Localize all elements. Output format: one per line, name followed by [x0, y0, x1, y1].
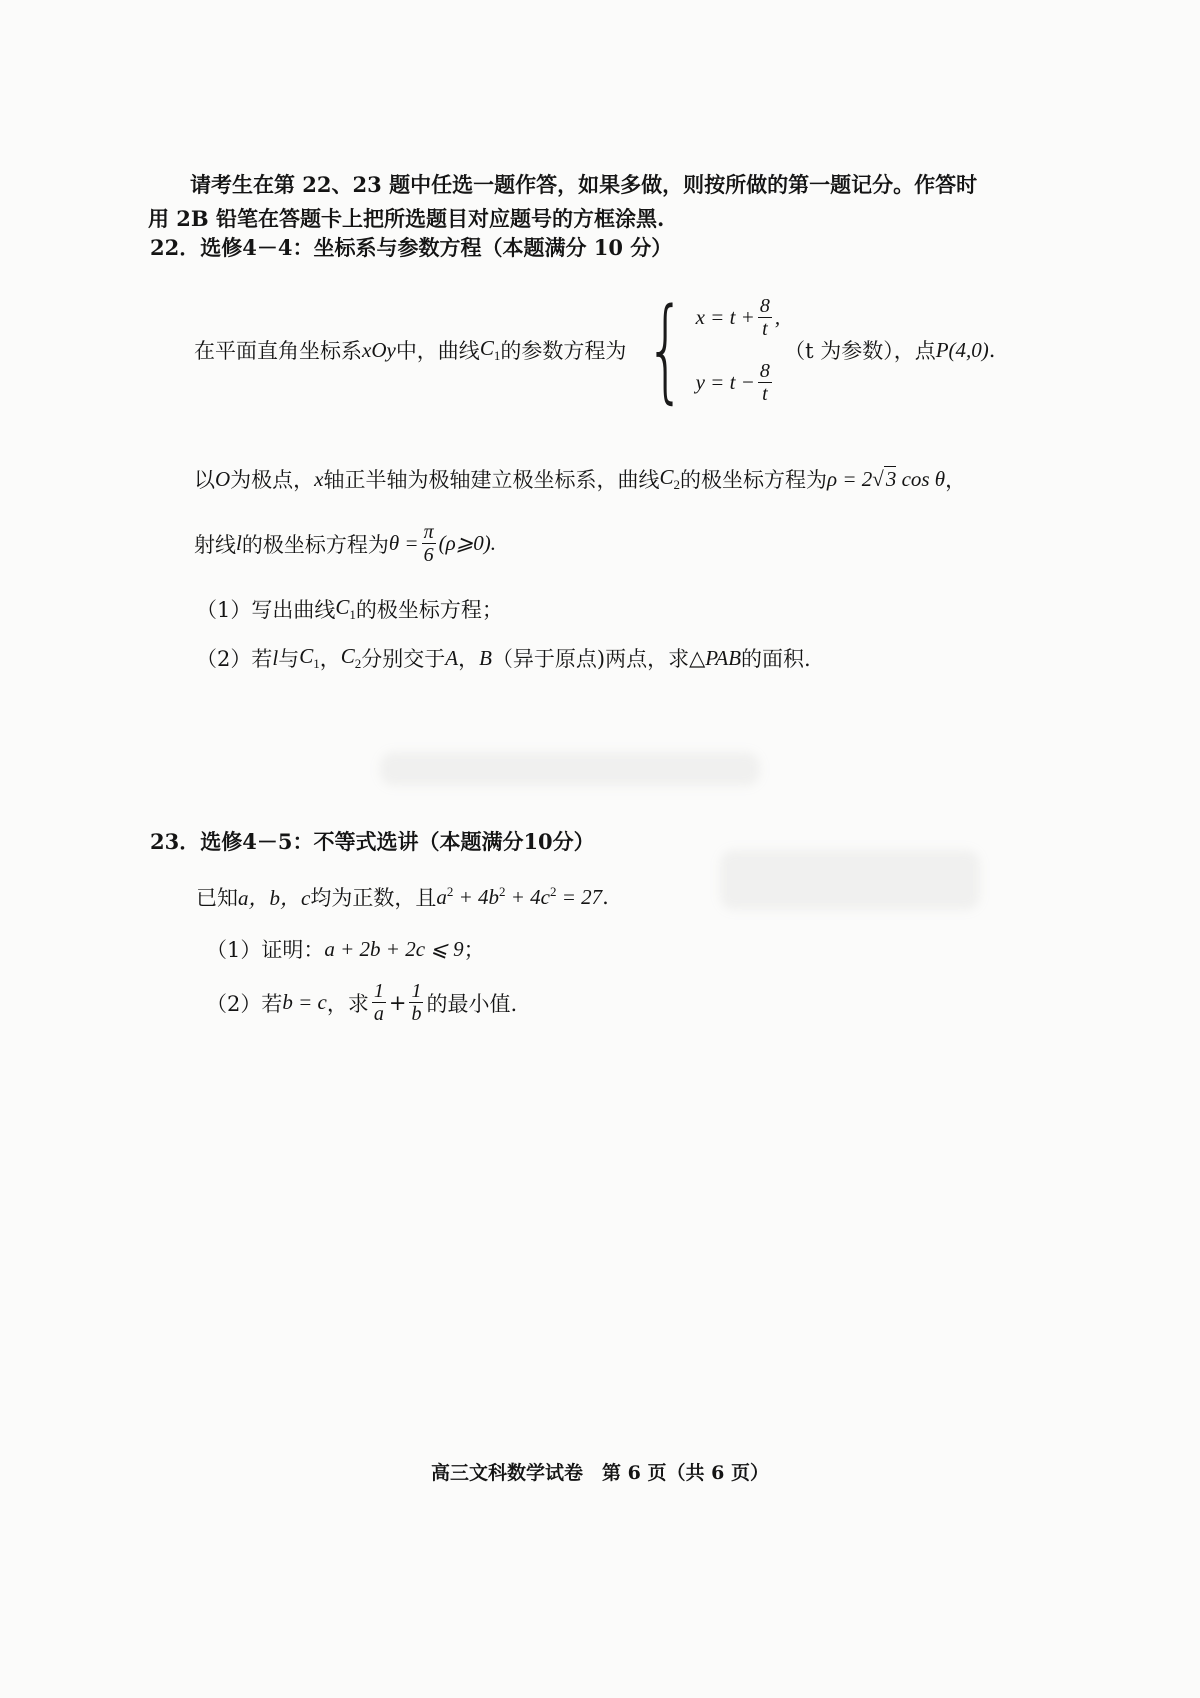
polar-equation: ρ = 2√3 cos θ [827, 466, 946, 491]
left-brace-icon: { [646, 285, 686, 415]
point-p: P(4,0) [935, 337, 989, 362]
coord-system: xOy [362, 337, 396, 362]
question-22-polar-setup: 以 O 为极点， x 轴正半轴为极轴建立极坐标系，曲线 $C_2$ 的极坐标方程为 ρ = 2√3 cos θ ， [194, 464, 967, 493]
scan-smudge [380, 752, 760, 786]
question-23-part-2: （2）若 b = c ，求 $\frac{1}{a}$ + $\frac{1}{b}$ 的最小值. [206, 980, 518, 1025]
equation-y: y = t − $\frac{8}{t}$ [695, 360, 770, 405]
question-22-heading: 22．选修4－4：坐标系与参数方程（本题满分 10 分） [150, 235, 673, 260]
parametric-system [630, 285, 781, 415]
question-23-given: 已知 a，b，c 均为正数，且 $a^2 + 4b^2 + 4c^2 = 27$ . [196, 884, 609, 910]
curve-c1: $C_1$ [479, 335, 501, 364]
question-22-statement: 在平面直角坐标系 xOy 中，曲线 $C_1$ 的参数方程为 { x = t + $\frac{8}{t}$ , y = t − $\frac{8}{t}$ （t 为参数），点 P(4,0) . [194, 285, 996, 415]
page-footer: 高三文科数学试卷 第 6 页（共 6 页） [431, 1462, 769, 1484]
question-23-heading: 23．选修4－5：不等式选讲（本题满分10分） [150, 829, 595, 854]
question-22-part-1: （1）写出曲线 $C_1$ 的极坐标方程； [196, 594, 503, 623]
equation-x: x = t + $\frac{8}{t}$ , [695, 295, 781, 340]
constraint-equation: $a^2 + 4b^2 + 4c^2 = 27$ [436, 884, 603, 909]
scan-smudge [720, 850, 980, 910]
question-22-part-2: （2）若 l 与 $C_1$ ， $C_2$ 分别交于 A ， B （异于原点)两点，求 △PAB 的面积. [196, 643, 811, 672]
instructions [148, 168, 1068, 236]
question-22-ray: 射线 l 的极坐标方程为 θ = $\frac{\pi}{6}$ (ρ⩾0). [194, 521, 497, 566]
instructions-line-2: 用 2B 铅笔在答题卡上把所选题目对应题号的方框涂黑. [148, 206, 665, 231]
question-23-part-1: （1）证明： a + 2b + 2c ⩽ 9 ； [206, 936, 485, 962]
instructions-line-1: 请考生在第 22、23 题中任选一题作答，如果多做，则按所做的第一题记分。作答时 [190, 172, 978, 197]
